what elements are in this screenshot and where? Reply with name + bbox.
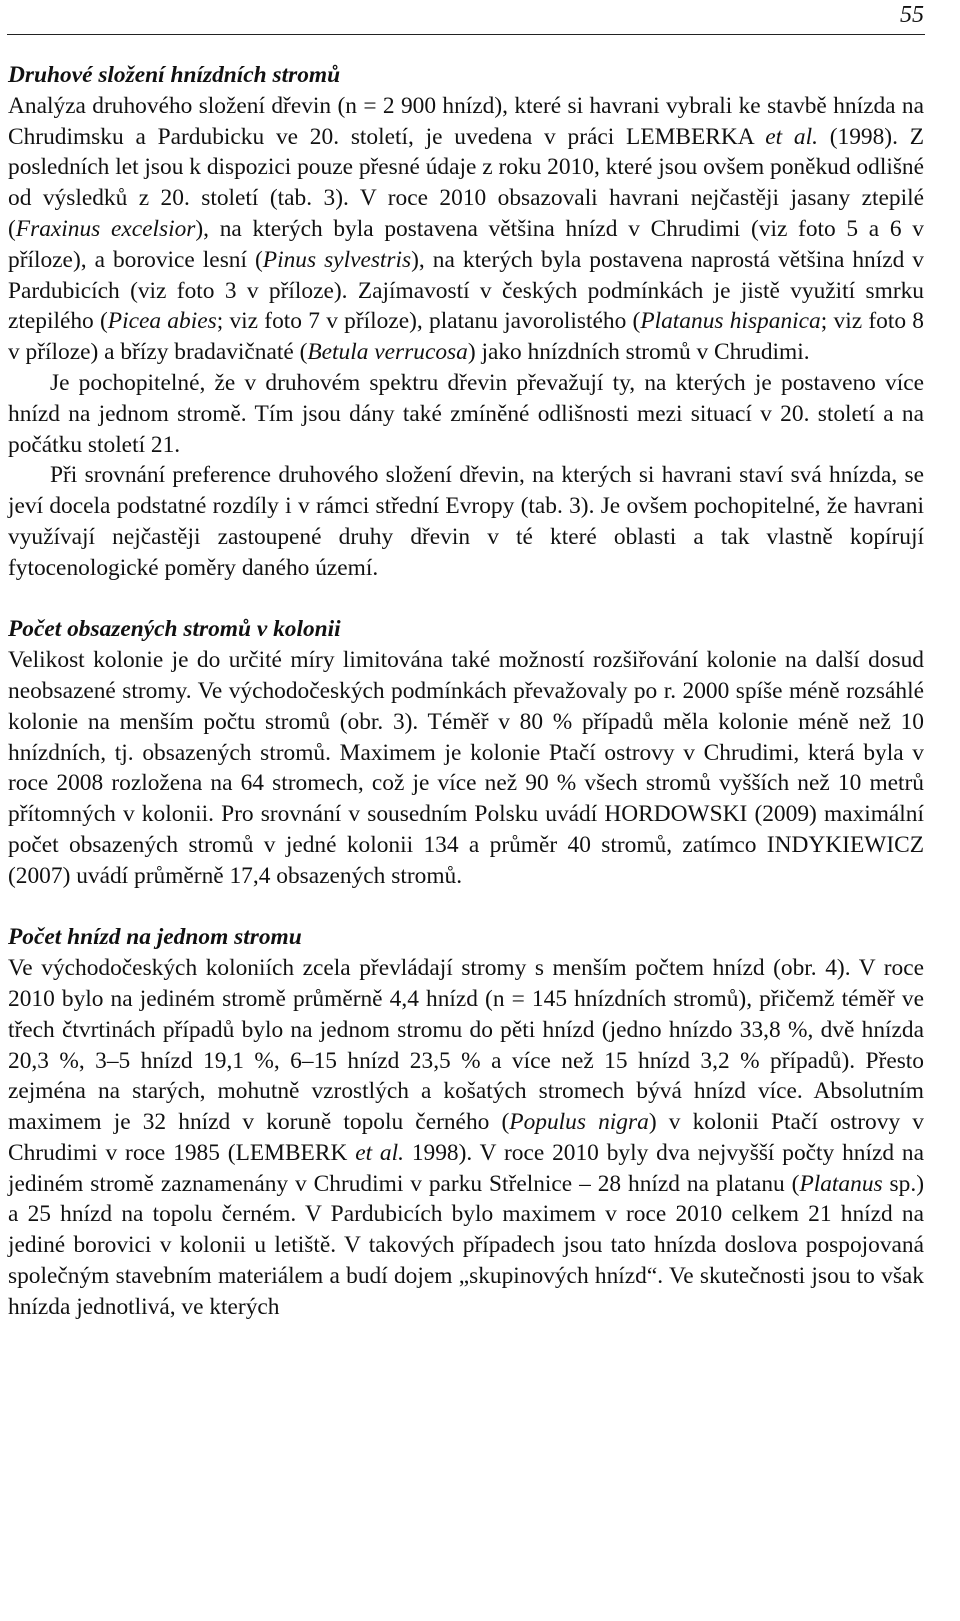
italic-text-run: Pinus sylvestris <box>262 246 412 273</box>
italic-text-run: et al. <box>355 1139 404 1166</box>
text-run: Velikost kolonie je do určité míry limitována také možností rozšiřování kolonie na další dosud neobsazené stromy. Ve východočeských podmínkách převažovaly po r. 2000 spíše méně rozsáhlé kolonie na menším počtu stromů (obr. 3). Téměř v 80 % případů měla kolonie méně než 10 hnízdních, tj. obsazených stromů. Maximem je kolonie Ptačí ostrovy v Chrudimi, která byla v roce 2008 rozložena na 64 stromech, což je více než 90 % všech stromů vyšších než 10 metrů přítomných v kolonii. Pro srovnání v sousedním Polsku uvádí HORDOWSKI (2009) maximální počet obsazených stromů v jedné kolonii 134 a průměr 40 stromů, zatímco INDYKIEWICZ (2007) uvádí průměrně 17,4 obsazených stromů. <box>8 647 924 889</box>
paragraph <box>8 368 924 460</box>
text-run: Při srovnání preference druhového složení dřevin, na kterých si havrani staví svá hnízda, se jeví docela podstatné rozdíly i v rámci střední Evropy (tab. 3). Je ovšem pochopitelné, že havrani využívají nejčastěji zastoupené druhy dřevin v té které oblasti a tak vlastně kopírují fytocenologické poměry daného území. <box>8 462 924 581</box>
text-run: sp.) a 25 hnízd na topolu černém. V Pardubicích bylo maximem v roce 2010 celkem 21 hnízd na jediné borovici v kolonii u letiště. V takových případech jsou tato hnízda doslova pospojovaná společným stavebním materiálem a budí dojem „skupinových hnízd“. Ve skutečnosti jsou to však hnízda jednotlivá, ve kterých <box>8 1170 924 1320</box>
text-run: Ve východočeských koloniích zcela převládají stromy s menším počtem hnízd (obr. 4). V roce 2010 bylo na jediném stromě průměrně 4,4 hnízd (n = 145 hnízdních stromů), přičemž téměř ve třech čtvrtinách případů bylo na jednom stromu do pěti hnízd (jedno hnízdo 33,8 %, dvě hnízda 20,3 %, 3–5 hnízd 19,1 %, 6–15 hnízd 23,5 % a více než 15 hnízd 3,2 % případů). Přesto zejména na starých, mohutně vzrostlých a košatých stromech bývá hnízd více. Absolutním maximem je 32 hnízd v koruně topolu černého ( <box>8 955 924 1136</box>
section-heading: Druhové složení hnízdních stromů <box>8 62 341 88</box>
italic-text-run: Betula verrucosa <box>307 339 468 366</box>
paragraph <box>8 953 924 1323</box>
paragraph <box>8 460 924 583</box>
text-run: (1998). Z posledních let jsou k dispozici pouze přesné údaje z roku 2010, které jsou ovšem poněkud odlišné od výsledků z 20. století (tab. 3). V roce 2010 obsazovali havrani nejčastěji jasany ztepilé ( <box>8 123 924 242</box>
text-run: ) v kolonii Ptačí ostrovy v Chrudimi v roce 1985 (LEMBERK <box>8 1109 925 1166</box>
text-run: Je pochopitelné, že v druhovém spektru dřevin převažují ty, na kterých je postaveno více hnízd na jednom stromě. Tím jsou dány také zmíněné odlišnosti mezi situací v 20. století a na počátku století 21. <box>8 369 924 458</box>
text-run: ; viz foto 7 v příloze), platanu javorolistého ( <box>216 308 641 335</box>
section <box>8 922 924 1322</box>
text-run: ), na kterých byla postavena naprostá většina hnízd v Pardubicích (viz foto 3 v příloze). Zajímavostí v českých podmínkách je jistě využití smrku ztepilého ( <box>8 246 924 335</box>
document-body <box>8 60 924 1323</box>
italic-text-run: Platanus <box>799 1170 883 1197</box>
section-heading: Počet obsazených stromů v kolonii <box>8 616 341 643</box>
paragraph <box>8 645 924 891</box>
text-run: Analýza druhového složení dřevin (n = 2 900 hnízd), které si havrani vybrali ke stavbě hnízda na Chrudimsku a Pardubicku ve 20. století, je uvedena v práci LEMBERKA <box>8 92 924 150</box>
italic-text-run: Picea abies <box>107 308 217 335</box>
section <box>8 614 924 891</box>
section <box>8 60 924 584</box>
section-heading: Počet hnízd na jednom stromu <box>8 924 302 951</box>
italic-text-run: Fraxinus excelsior <box>15 215 196 242</box>
italic-text-run: et al. <box>765 123 818 150</box>
paragraph <box>8 91 924 368</box>
text-run: 1998). V roce 2010 byly dva nejvyšší počty hnízd na jediném stromě zaznamenány v Chrudimi v parku Střelnice – 28 hnízd na platanu ( <box>8 1139 924 1197</box>
text-run: ) jako hnízdních stromů v Chrudimi. <box>467 339 810 366</box>
italic-text-run: Platanus hispanica <box>640 308 821 335</box>
text-run: ), na kterých byla postavena většina hnízd v Chrudimi (viz foto 5 a 6 v příloze), a borovice lesní ( <box>8 215 924 273</box>
header-rule <box>7 34 925 35</box>
italic-text-run: Populus nigra <box>509 1109 649 1136</box>
page-number: 55 <box>900 2 924 28</box>
text-run: ; viz foto 8 v příloze) a břízy bradavičnaté ( <box>8 308 924 366</box>
